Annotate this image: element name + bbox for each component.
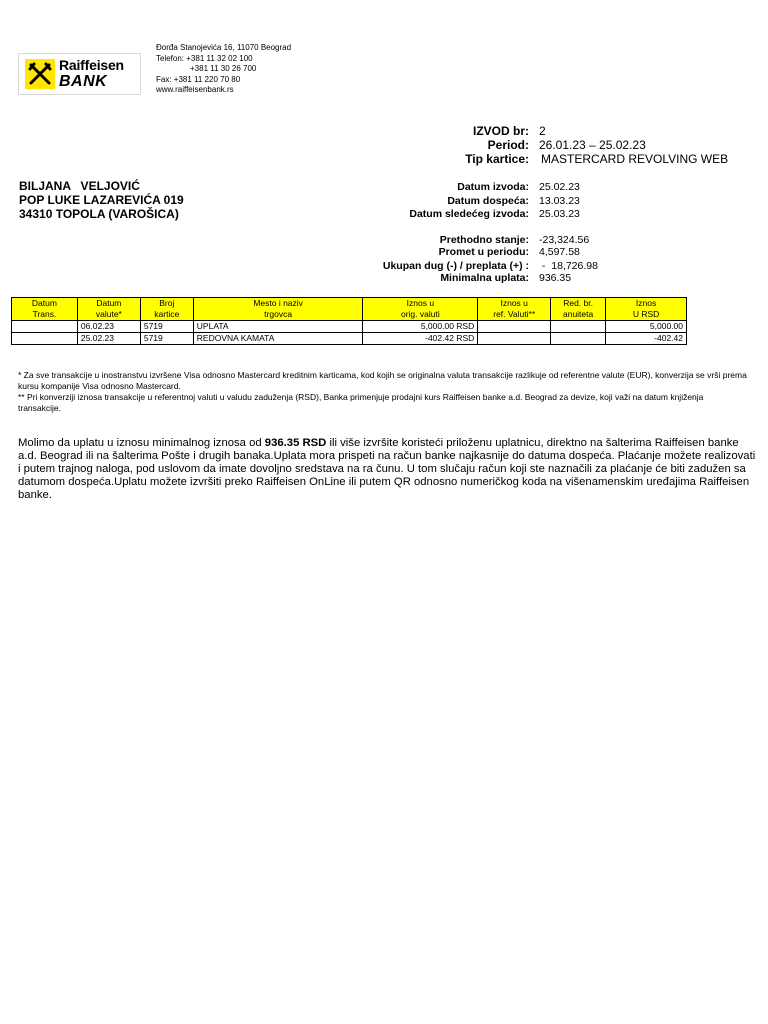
logo-word-raiffeisen: Raiffeisen	[59, 57, 124, 73]
table-row	[12, 321, 687, 333]
table-cell	[551, 333, 606, 345]
datum-dospeca-value: 13.03.23	[539, 195, 580, 207]
bank-logo	[18, 53, 141, 95]
datum-dospeca-label: Datum dospeća:	[447, 195, 529, 207]
table-cell	[478, 321, 551, 333]
table-cell: 5,000.00	[606, 321, 687, 333]
col-header: Datum valute*	[77, 298, 140, 321]
period-label: Period:	[487, 138, 529, 152]
bank-phone-2: +381 11 30 26 700	[190, 64, 257, 73]
footnote-1: * Za sve transakcije u inostranstvu izvršene Visa odnosno Mastercard kreditnim karticama, kod kojih se originalna valuta transakcije razlikuje od referentne valute (EUR), konverzija se vrši prema kursu kompanije Visa odnosno Mastercard.	[18, 370, 747, 391]
minimalna-uplata-label: Minimalna uplata:	[440, 272, 529, 284]
prethodno-stanje-label: Prethodno stanje:	[439, 234, 529, 246]
table-cell: 5719	[140, 333, 193, 345]
col-header: Iznos u ref. Valuti**	[478, 298, 551, 321]
datum-sledeceg-label: Datum sledećeg izvoda:	[409, 208, 529, 220]
table-header-row	[12, 298, 687, 321]
logo-word-bank: BANK	[59, 73, 108, 90]
table-cell: REDOVNA KAMATA	[193, 333, 363, 345]
table-cell: 5,000.00 RSD	[363, 321, 478, 333]
izvod-label: IZVOD br:	[473, 124, 529, 138]
table-cell: UPLATA	[193, 321, 363, 333]
minimum-amount: 936.35 RSD	[264, 437, 327, 449]
transactions-table	[11, 297, 687, 345]
period-value: 26.01.23 – 25.02.23	[539, 138, 646, 152]
bank-contact-block	[156, 43, 291, 96]
col-header: Broj kartice	[140, 298, 193, 321]
prethodno-stanje-value: -23,324.56	[539, 234, 590, 246]
table-cell: -402.42 RSD	[363, 333, 478, 345]
col-header: Iznos U RSD	[606, 298, 687, 321]
ukupan-dug-label: Ukupan dug (-) / preplata (+) :	[382, 260, 529, 272]
datum-izvoda-label: Datum izvoda:	[457, 181, 529, 193]
izvod-value: 2	[539, 124, 546, 138]
bank-website: www.raiffeisenbank.rs	[156, 85, 234, 94]
datum-izvoda-value: 25.02.23	[539, 181, 580, 193]
minimalna-uplata-value: 936.35	[539, 272, 572, 284]
table-cell: 06.02.23	[77, 321, 140, 333]
table-cell: 25.02.23	[77, 333, 140, 345]
ukupan-dug-value: - 18,726.98	[539, 260, 598, 272]
footnotes	[18, 370, 748, 414]
raiffeisen-gable-cross-icon	[25, 59, 55, 89]
bank-fax: Fax: +381 11 220 70 80	[156, 74, 241, 84]
bank-phone-1: Telefon: +381 11 32 02 100	[156, 53, 253, 63]
bank-address: Đorđa Stanojevića 16, 11070 Beograd	[156, 43, 292, 52]
card-type-value: MASTERCARD REVOLVING WEB	[541, 152, 729, 166]
col-header: Iznos u orig. valuti	[363, 298, 478, 321]
col-header: Datum Trans.	[12, 298, 78, 321]
footnote-2: ** Pri konverziji iznosa transakcije u referentnoj valuti u valudu zaduženja (RSD), Banka primenjuje prodajni kurs Raiffeisen banke a.d. Beograd za devize, koji važi na datum knjiženja transakcije.	[18, 392, 704, 413]
customer-name: BILJANA VELJOVIĆ	[19, 179, 140, 193]
customer-street: POP LUKE LAZAREVIĆA 019	[19, 193, 184, 207]
payment-text-part1: Molimo da uplatu u iznosu minimalnog iznosa od	[18, 437, 265, 449]
table-cell: -402.42	[606, 333, 687, 345]
promet-value: 4,597.58	[539, 246, 580, 258]
customer-city: 34310 TOPOLA (VAROŠICA)	[19, 207, 179, 221]
promet-label: Promet u periodu:	[438, 246, 529, 258]
col-header: Mesto i naziv trgovca	[193, 298, 363, 321]
col-header: Red. br. anuiteta	[551, 298, 606, 321]
table-cell	[478, 333, 551, 345]
datum-sledeceg-value: 25.03.23	[539, 208, 580, 220]
table-cell	[551, 321, 606, 333]
payment-instructions	[18, 437, 758, 502]
customer-address	[19, 179, 184, 221]
table-cell	[12, 321, 78, 333]
card-type-label: Tip kartice:	[465, 152, 529, 166]
payment-text-part2: ili više izvršite koristeći priloženu uplatnicu, direktno na šalterima Raiffeisen banke a.d. Beograd ili na šalterima Pošte i drugih banaka.Uplata mora prispeti na račun banke najkasnije do datuma dospeća. Plaćanje možete realizovati i putem trajnog naloga, pod uslovom da imate dovoljno sredstava na ra čunu. U tom slučaju račun koji ste naznačili za plaćanje će biti zadužen sa datumom dospeća.Uplatu možete izvršiti preko Raiffeisen OnLine ili putem QR odnosno numeričkog koda na višenamenskim uređajima Raiffeisen banke.	[18, 437, 756, 501]
table-cell	[12, 333, 78, 345]
table-cell: 5719	[140, 321, 193, 333]
table-row	[12, 333, 687, 345]
